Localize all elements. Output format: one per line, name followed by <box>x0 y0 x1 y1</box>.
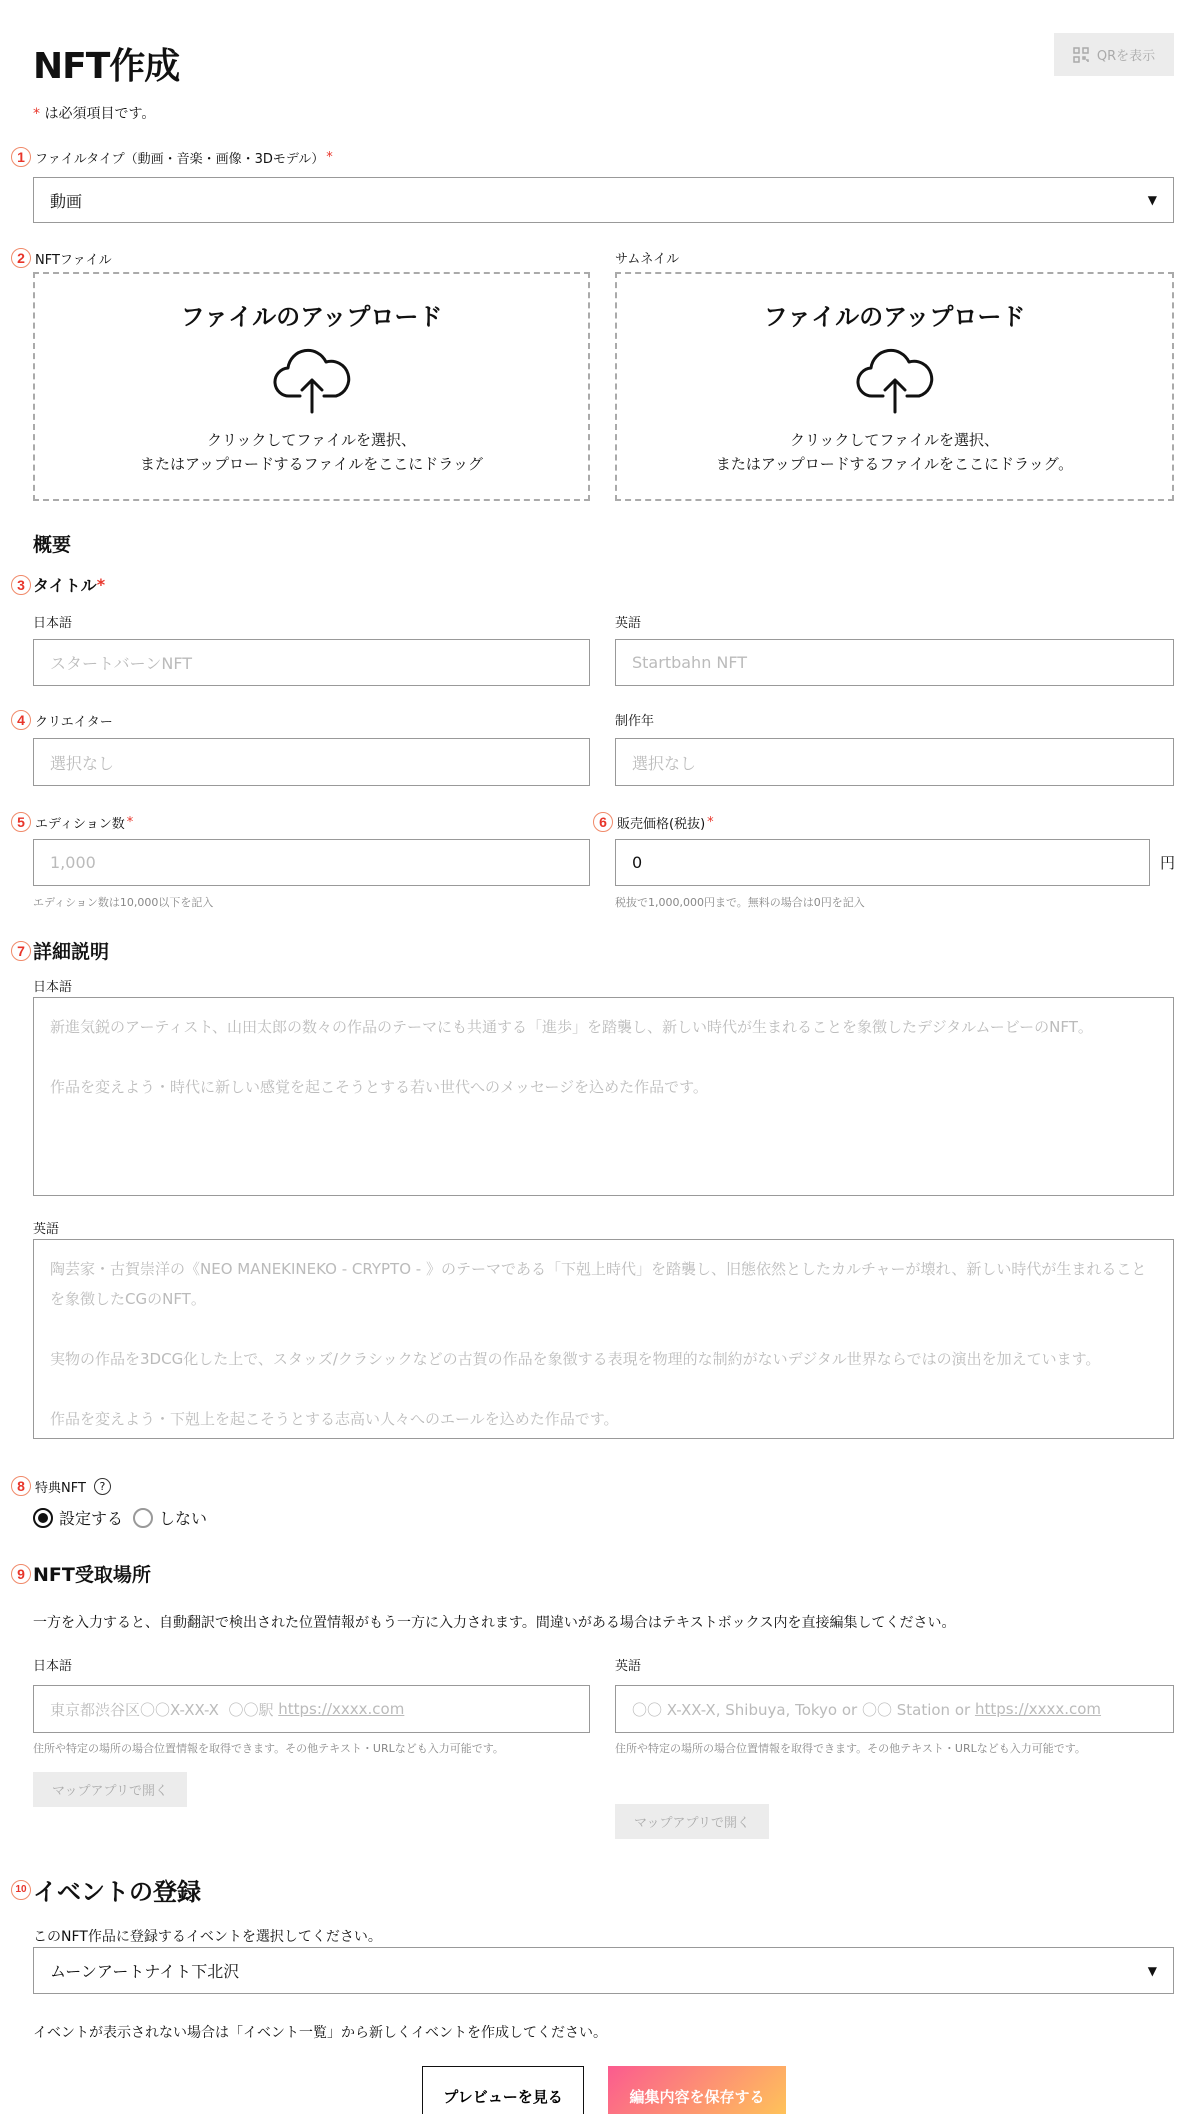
save-button[interactable]: 編集内容を保存する <box>608 2066 786 2114</box>
bonus-no-label: しない <box>159 1509 208 1528</box>
chevron-down-icon: ▼ <box>1147 1963 1157 1978</box>
file-type-label: 1 ファイルタイプ（動画・音楽・画像・3Dモデル） * <box>33 147 333 167</box>
price-input[interactable]: 0 <box>615 839 1150 886</box>
location-description: 一方を入力すると、自動翻訳で検出された位置情報がもう一方に入力されます。間違いがある場合はテキストボックス内を直接編集してください。 <box>33 1615 956 1631</box>
title-en-label: 英語 <box>615 616 642 631</box>
page-title: NFT作成 <box>33 46 180 87</box>
cloud-upload-icon <box>272 346 352 416</box>
help-icon[interactable]: ? <box>94 1478 111 1495</box>
thumbnail-dropzone[interactable]: ファイルのアップロード クリックしてファイルを選択、 またはアップロードするファイルをここにドラッグ。 <box>615 272 1174 501</box>
year-label: 制作年 <box>615 714 655 729</box>
bonus-no-radio[interactable] <box>133 1508 153 1528</box>
title-ja-label: 日本語 <box>33 616 73 631</box>
price-label: 6 販売価格(税抜) * <box>615 812 714 832</box>
price-hint: 税抜で1,000,000円まで。無料の場合は0円を記入 <box>615 896 865 909</box>
description-ja-textarea[interactable]: 新進気鋭のアーティスト、山田太郎の数々の作品のテーマにも共通する「進歩」を踏襲し、新しい時代が生まれることを象徴したデジタルムービーのNFT。 作品を変えよう・時代に新しい感覚を起こそうとする若い世代へのメッセージを込めた作品です。 <box>33 997 1174 1196</box>
qr-icon <box>1073 47 1089 63</box>
bonus-yes-label: 設定する <box>59 1509 124 1528</box>
title-en-input[interactable]: Startbahn NFT <box>615 639 1174 686</box>
location-heading: 9 NFT受取場所 <box>33 1560 151 1587</box>
edition-input[interactable]: 1,000 <box>33 839 590 886</box>
edition-label: 5 エディション数 * <box>33 812 133 832</box>
title-ja-input[interactable]: スタートバーンNFT <box>33 639 590 686</box>
preview-button[interactable]: プレビューを見る <box>422 2066 584 2114</box>
open-map-en-button[interactable]: マップアプリで開く <box>615 1804 769 1839</box>
event-heading: 10 イベントの登録 <box>33 1872 201 1907</box>
required-note: * は必須項目です。 <box>33 106 156 122</box>
description-ja-label: 日本語 <box>33 980 73 995</box>
location-ja-input[interactable]: 東京都渋谷区〇〇X-XX-X 〇〇駅 https://xxxx.com <box>33 1685 590 1733</box>
edition-hint: エディション数は10,000以下を記入 <box>33 896 214 909</box>
nft-file-label: 2 NFTファイル <box>33 248 112 268</box>
qr-button-label: QRを表示 <box>1096 49 1156 64</box>
location-ja-label: 日本語 <box>33 1659 73 1674</box>
location-en-hint: 住所や特定の場所の場合位置情報を取得できます。その他テキスト・URLなども入力可能です。 <box>615 1742 1086 1755</box>
creator-label: 4 クリエイター <box>33 710 113 730</box>
event-hint: イベントが表示されない場合は「イベント一覧」から新しくイベントを作成してください。 <box>33 2025 607 2041</box>
chevron-down-icon: ▼ <box>1147 193 1157 207</box>
location-en-input[interactable]: 〇〇 X-XX-X, Shibuya, Tokyo or 〇〇 Station or https://xxxx.com <box>615 1685 1174 1733</box>
description-en-label: 英語 <box>33 1222 60 1237</box>
open-map-ja-button[interactable]: マップアプリで開く <box>33 1772 187 1807</box>
overview-heading: 概要 <box>33 534 72 556</box>
event-description: このNFT作品に登録するイベントを選択してください。 <box>33 1929 382 1945</box>
thumbnail-label: サムネイル <box>615 252 680 267</box>
location-ja-hint: 住所や特定の場所の場合位置情報を取得できます。その他テキスト・URLなども入力可能です。 <box>33 1742 504 1755</box>
cloud-upload-icon <box>855 346 935 416</box>
bonus-nft-label: 8 特典NFT ? <box>33 1476 111 1496</box>
event-select[interactable]: ムーンアートナイト下北沢 ▼ <box>33 1947 1174 1994</box>
show-qr-button[interactable] <box>1054 33 1174 76</box>
nft-file-dropzone[interactable]: ファイルのアップロード クリックしてファイルを選択、 またはアップロードするファイルをここにドラッグ <box>33 272 590 501</box>
file-type-select[interactable]: 動画 ▼ <box>33 177 1174 223</box>
year-select[interactable]: 選択なし <box>615 738 1174 786</box>
title-label: 3 タイトル * <box>33 573 105 596</box>
location-en-label: 英語 <box>615 1659 642 1674</box>
description-en-textarea[interactable]: 陶芸家・古賀崇洋の《NEO MANEKINEKO - CRYPTO - 》のテーマである「下剋上時代」を踏襲し、旧態依然としたカルチャーが壊れ、新しい時代が生まれることを象徴したCGのNFT。 実物の作品を3DCG化した上で、スタッズ/クラシックなどの古賀の作品を象徴する表現を物理的な制約がないデジタル世界ならではの演出を加えています。 作品を変えよう・下剋上を起こそうとする志高い人々へのエールを込めた作品です。 <box>33 1239 1174 1439</box>
description-heading: 7 詳細説明 <box>33 937 109 964</box>
price-unit: 円 <box>1160 854 1176 872</box>
creator-select[interactable]: 選択なし <box>33 738 590 786</box>
bonus-yes-radio[interactable] <box>33 1508 53 1528</box>
